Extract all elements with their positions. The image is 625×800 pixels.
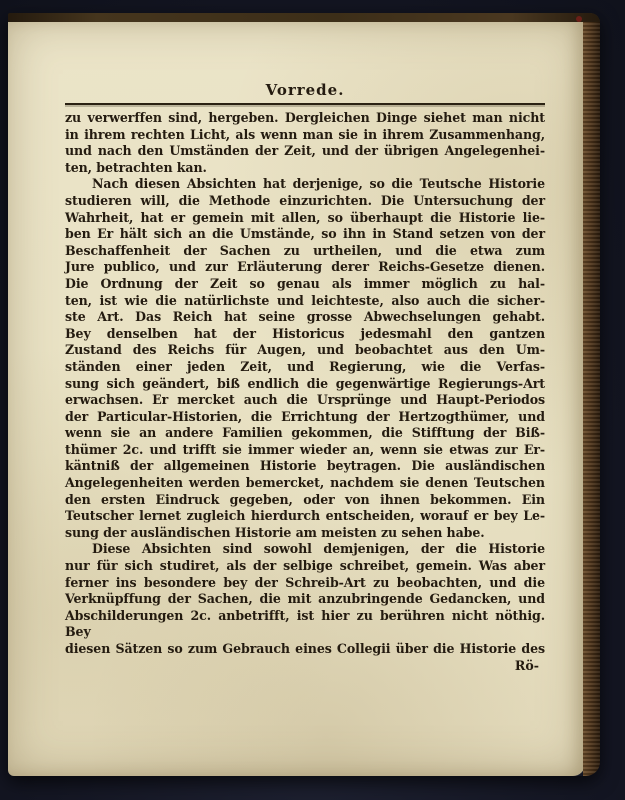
text-line: den ersten Eindruck gegeben, oder von ihnen bekommen. Ein bbox=[65, 491, 545, 507]
text-line: ben Er hält sich an die Umstände, so ihn in Stand setzen von der bbox=[65, 226, 545, 242]
text-line: Diese Absichten sind sowohl demjenigen, der die Historie bbox=[92, 541, 545, 557]
text-line: nur für sich studiret, als der selbige schreibet, gemein. Was aber bbox=[65, 558, 545, 574]
text-line: sung sich geändert, biß endlich die gegenwärtige Regierungs-Art bbox=[65, 375, 545, 391]
page-body bbox=[65, 110, 545, 658]
text-line: ten, betrachten kan. bbox=[65, 159, 207, 175]
page-content bbox=[65, 81, 545, 674]
text-line: Die Ordnung der Zeit so genau als immer möglich zu hal- bbox=[65, 275, 545, 291]
text-line: ste Art. Das Reich hat seine grosse Abwechselungen gehabt. bbox=[65, 309, 545, 325]
corner-mark bbox=[576, 16, 582, 22]
text-line: Beschaffenheit der Sachen zu urtheilen, und die etwa zum bbox=[65, 242, 545, 258]
text-line: Teutscher lernet zugleich hierdurch entscheiden, worauf er bey Le- bbox=[65, 508, 545, 524]
text-line: der Particular-Historien, die Errichtung der Hertzogthümer, und bbox=[65, 408, 545, 424]
text-line: diesen Sätzen so zum Gebrauch eines Collegii über die Historie des bbox=[65, 641, 545, 656]
text-line: Bey denselben hat der Historicus jedesmahl den gantzen bbox=[65, 325, 545, 341]
text-line: ferner ins besondere bey der Schreib-Art zu beobachten, und die bbox=[65, 574, 545, 590]
text-line: Zustand des Reichs für Augen, und beobachtet aus den Um- bbox=[65, 342, 545, 358]
paper-surface bbox=[8, 19, 585, 776]
text-line: ständen einer jeden Zeit, und Regierung, wie die Verfas- bbox=[65, 358, 545, 374]
text-line: Verknüpffung der Sachen, die mit anzubringende Gedancken, und bbox=[65, 591, 545, 607]
text-line: in ihrem rechten Licht, als wenn man sie in ihrem Zusammenhang, bbox=[65, 126, 545, 142]
text-line: Nach diesen Absichten hat derjenige, so die Teutsche Historie bbox=[92, 176, 545, 192]
text-line: und nach den Umständen der Zeit, und der übrigen Angelegenhei- bbox=[65, 143, 545, 159]
book-page bbox=[8, 13, 600, 776]
text-line: wenn sie an andere Familien gekommen, die Stifftung der Biß- bbox=[65, 425, 545, 441]
text-line: studieren will, die Methode einzurichten. Die Untersuchung der bbox=[65, 192, 545, 208]
text-line: ten, ist wie die natürlichste und leichteste, also auch die sicher- bbox=[65, 292, 545, 308]
text-line: Angelegenheiten werden bemercket, nachdem sie denen Teutschen bbox=[65, 475, 545, 491]
text-line: Jure publico, und zur Erläuterung derer Reichs-Gesetze dienen. bbox=[65, 259, 545, 275]
text-line: erwachsen. Er mercket auch die Ursprünge und Haupt-Periodos bbox=[65, 392, 545, 408]
text-line: Wahrheit, hat er gemein mit allen, so überhaupt die Historie lie- bbox=[65, 209, 545, 225]
text-line: Abschilderungen 2c. anbetrifft, ist hier zu berühren nicht nöthig. Bey bbox=[65, 607, 545, 640]
text-line: käntniß der allgemeinen Historie beytragen. Die ausländischen bbox=[65, 458, 545, 474]
book-fore-edge bbox=[583, 13, 600, 776]
text-line: sung der ausländischen Historie am meisten zu sehen habe. bbox=[65, 524, 485, 540]
catchword: Rö- bbox=[514, 657, 539, 673]
page-top-edge bbox=[8, 13, 600, 22]
text-line: zu verwerffen sind, hergeben. Dergleichen Dinge siehet man nicht bbox=[65, 110, 545, 125]
text-line: thümer 2c. und trifft sie immer wieder an, wenn sie etwas zur Er- bbox=[65, 441, 545, 457]
header-rule bbox=[65, 103, 545, 105]
running-header: Vorrede. bbox=[265, 81, 345, 99]
